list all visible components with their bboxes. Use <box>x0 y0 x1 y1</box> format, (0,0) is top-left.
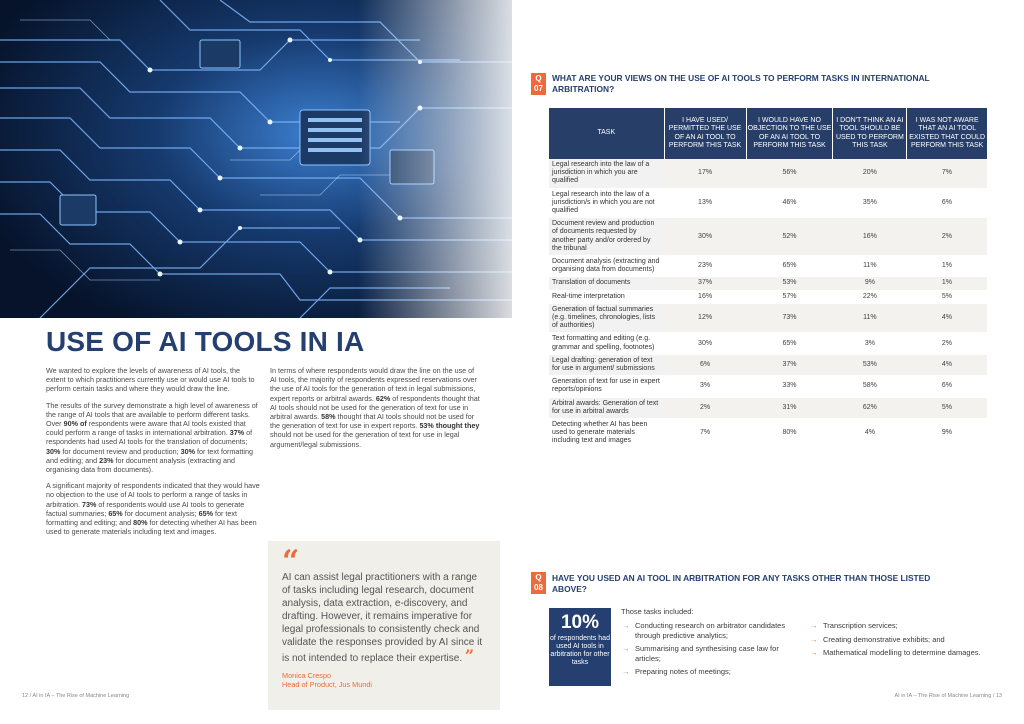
not-aware-cell: 1% <box>907 277 987 290</box>
have-used-cell: 23% <box>664 256 746 277</box>
task-cell: Generation of factual summaries (e.g. timelines, chronologies, lists of authorities) <box>549 303 664 333</box>
should-not-use-cell: 22% <box>833 290 907 303</box>
task-cell: Legal drafting: generation of text for use in argument/ submissions <box>549 354 664 375</box>
task-cell: Legal research into the law of a jurisdiction in which you are qualified <box>549 159 664 188</box>
list-item-text: Transcription services; <box>823 621 898 630</box>
list-item-text: Mathematical modelling to determine damages. <box>823 648 981 657</box>
list-item-text: Preparing notes of meetings; <box>635 667 731 676</box>
task-cell: Translation of documents <box>549 277 664 290</box>
table-row <box>549 159 987 188</box>
list-item <box>810 635 982 645</box>
intro-paragraph: We wanted to explore the levels of awareness of AI tools, the extent to which practitioners currently use or would use AI tools to perform certain tasks and where they would draw the line. <box>46 366 255 394</box>
should-not-use-cell: 53% <box>833 354 907 375</box>
not-aware-cell: 7% <box>907 159 987 188</box>
task-cell: Document review and production of documents requested by another party and/or ordered by the tribunal <box>549 218 664 256</box>
task-cell: Generation of text for use in expert reports/opinions <box>549 376 664 397</box>
question-07-badge: Q 07 <box>531 73 546 95</box>
no-objection-cell: 56% <box>746 159 833 188</box>
have-used-cell: 17% <box>664 159 746 188</box>
list-item <box>810 621 982 631</box>
stat-callout <box>549 608 611 686</box>
no-objection-cell: 31% <box>746 397 833 418</box>
should-not-use-cell: 35% <box>833 188 907 218</box>
table-row <box>549 397 987 418</box>
should-not-use-cell: 58% <box>833 376 907 397</box>
list-item-text: Summarising and synthesising case law for articles; <box>635 644 779 663</box>
not-aware-cell: 2% <box>907 218 987 256</box>
list-item-text: Creating demonstrative exhibits; and <box>823 634 945 644</box>
not-aware-cell: 6% <box>907 188 987 218</box>
objection-paragraph: A significant majority of respondents indicated that they would have no objection to the use of AI tools to perform a range of tasks in arbitration. 73% of respondents would use AI tools to generate factual summaries; 65% for document analysis; 65% for text formatting and editing; and 80% for detecting whether AI has been used to generate materials including text and images. <box>46 481 260 537</box>
hero-circuit-image <box>0 0 512 318</box>
have-used-cell: 3% <box>664 376 746 397</box>
should-not-use-cell: 9% <box>833 277 907 290</box>
have-used-cell: 12% <box>664 303 746 333</box>
arrow-right-icon: → <box>622 667 630 676</box>
quote-author <box>282 671 488 689</box>
stat-label: of respondents had used AI tools in arbitration for other tasks <box>550 635 610 666</box>
table-row <box>549 290 987 303</box>
have-used-cell: 37% <box>664 277 746 290</box>
should-not-use-cell: 4% <box>833 419 907 449</box>
not-aware-cell: 5% <box>907 397 987 418</box>
have-used-cell: 6% <box>664 354 746 375</box>
header-have-used: I HAVE USED/ PERMITTED THE USE OF AN AI TOOL TO PERFORM THIS TASK <box>664 108 746 159</box>
not-aware-cell: 9% <box>907 419 987 449</box>
should-not-use-cell: 16% <box>833 218 907 256</box>
arrow-right-icon: → <box>810 648 818 657</box>
table-row <box>549 256 987 277</box>
header-should-not-use: I DON'T THINK AN AI TOOL SHOULD BE USED TO PERFORM THIS TASK <box>833 108 907 159</box>
no-objection-cell: 53% <box>746 277 833 290</box>
not-aware-cell: 5% <box>907 290 987 303</box>
table-header-row <box>549 108 987 159</box>
table-row <box>549 188 987 218</box>
not-aware-cell: 4% <box>907 303 987 333</box>
table-row <box>549 333 987 354</box>
task-cell: Detecting whether AI has been used to generate materials including text and images <box>549 419 664 449</box>
quote-author-role: Head of Product, Jus Mundi <box>282 680 373 689</box>
task-cell: Real-time interpretation <box>549 290 664 303</box>
header-not-aware: I WAS NOT AWARE THAT AN AI TOOL EXISTED THAT COULD PERFORM THIS TASK <box>907 108 987 159</box>
task-cell: Document analysis (extracting and organising data from documents) <box>549 256 664 277</box>
no-objection-cell: 52% <box>746 218 833 256</box>
list-item <box>622 667 802 677</box>
table-row <box>549 419 987 449</box>
intro-column-right <box>270 366 480 456</box>
no-objection-cell: 46% <box>746 188 833 218</box>
no-objection-cell: 57% <box>746 290 833 303</box>
no-objection-cell: 33% <box>746 376 833 397</box>
have-used-cell: 13% <box>664 188 746 218</box>
open-quote-icon: “ <box>282 544 300 579</box>
footer-right: AI in IA – The Rise of Machine Learning / 13 <box>894 693 1002 699</box>
page-title: USE OF AI TOOLS IN IA <box>46 326 365 357</box>
have-used-cell: 2% <box>664 397 746 418</box>
table-row <box>549 303 987 333</box>
arrow-right-icon: → <box>622 644 630 653</box>
q08-intro: Those tasks included: <box>621 607 694 616</box>
task-cell: Legal research into the law of a jurisdiction/s in which you are not qualified <box>549 188 664 218</box>
close-quote-icon: ” <box>464 646 475 665</box>
arrow-right-icon: → <box>810 621 818 630</box>
table-row <box>549 354 987 375</box>
reservations-paragraph: In terms of where respondents would draw the line on the use of AI tools, the majority of respondents expressed reservations over the use of AI tools for the generation of text in legal submissions, expert reports or arbitral awards. 62% of respondents thought that AI tools should not be used for the generation of text for use in arbitral awards. 58% thought that AI tools should not be used for the generation of text for use in expert reports. 53% thought they should not be used for the generation of text for use in legal argument/legal submissions. <box>270 366 480 449</box>
have-used-cell: 30% <box>664 333 746 354</box>
no-objection-cell: 80% <box>746 419 833 449</box>
have-used-cell: 16% <box>664 290 746 303</box>
list-item-text: Conducting research on arbitrator candidates through predictive analytics; <box>635 621 786 640</box>
pull-quote <box>268 541 500 710</box>
should-not-use-cell: 62% <box>833 397 907 418</box>
arrow-right-icon: → <box>810 634 818 644</box>
quote-text: AI can assist legal practitioners with a range of tasks including legal research, document analysis, data extraction, e-discovery, and drafting. However, it remains imperative for legal professionals to consistently check and validate the responses provided by AI since it is not intended to replace their expertise. ” <box>282 572 483 665</box>
not-aware-cell: 1% <box>907 256 987 277</box>
table-row <box>549 218 987 256</box>
question-08-title: HAVE YOU USED AN AI TOOL IN ARBITRATION FOR ANY TASKS OTHER THAN THOSE LISTED ABOVE? <box>552 573 931 594</box>
no-objection-cell: 37% <box>746 354 833 375</box>
not-aware-cell: 6% <box>907 376 987 397</box>
intro-column-left <box>46 366 260 543</box>
not-aware-cell: 2% <box>907 333 987 354</box>
awareness-paragraph: The results of the survey demonstrate a high level of awareness of the range of AI tools that are available to perform different tasks. Over 90% of respondents were aware that AI tools existed that could perform a range of tasks in international arbitration. 37% of respondents had used AI tools for the translation of documents; 30% for document review and production; 30% for text formatting and editing; and 23% for document analysis (extracting and organising data from documents). <box>46 400 258 475</box>
should-not-use-cell: 20% <box>833 159 907 188</box>
no-objection-cell: 73% <box>746 303 833 333</box>
q07-results-table <box>549 108 987 449</box>
have-used-cell: 7% <box>664 419 746 449</box>
table-row <box>549 376 987 397</box>
stat-value: 10% <box>560 612 600 633</box>
should-not-use-cell: 11% <box>833 303 907 333</box>
list-item <box>622 644 802 663</box>
quote-author-name: Monica Crespo <box>282 671 332 680</box>
arrow-right-icon: → <box>622 621 630 630</box>
question-08-badge: Q 08 <box>531 572 546 594</box>
task-cell: Text formatting and editing (e.g. grammar and spelling, footnotes) <box>549 333 664 354</box>
no-objection-cell: 65% <box>746 256 833 277</box>
footer-left: 12 / AI in IA – The Rise of Machine Learning <box>22 693 130 699</box>
q08-task-list-right <box>810 621 982 662</box>
no-objection-cell: 65% <box>746 333 833 354</box>
question-07-title: WHAT ARE YOUR VIEWS ON THE USE OF AI TOOLS TO PERFORM TASKS IN INTERNATIONAL ARBITRATION? <box>552 73 930 94</box>
header-task: TASK <box>549 108 664 159</box>
table-row <box>549 277 987 290</box>
have-used-cell: 30% <box>664 218 746 256</box>
q08-task-list-left <box>622 621 802 681</box>
header-no-objection: I WOULD HAVE NO OBJECTION TO THE USE OF AN AI TOOL TO PERFORM THIS TASK <box>746 108 833 159</box>
task-cell: Arbitral awards: Generation of text for use in arbitral awards <box>549 397 664 418</box>
list-item <box>810 648 982 658</box>
should-not-use-cell: 3% <box>833 333 907 354</box>
list-item <box>622 621 802 640</box>
not-aware-cell: 4% <box>907 354 987 375</box>
should-not-use-cell: 11% <box>833 256 907 277</box>
